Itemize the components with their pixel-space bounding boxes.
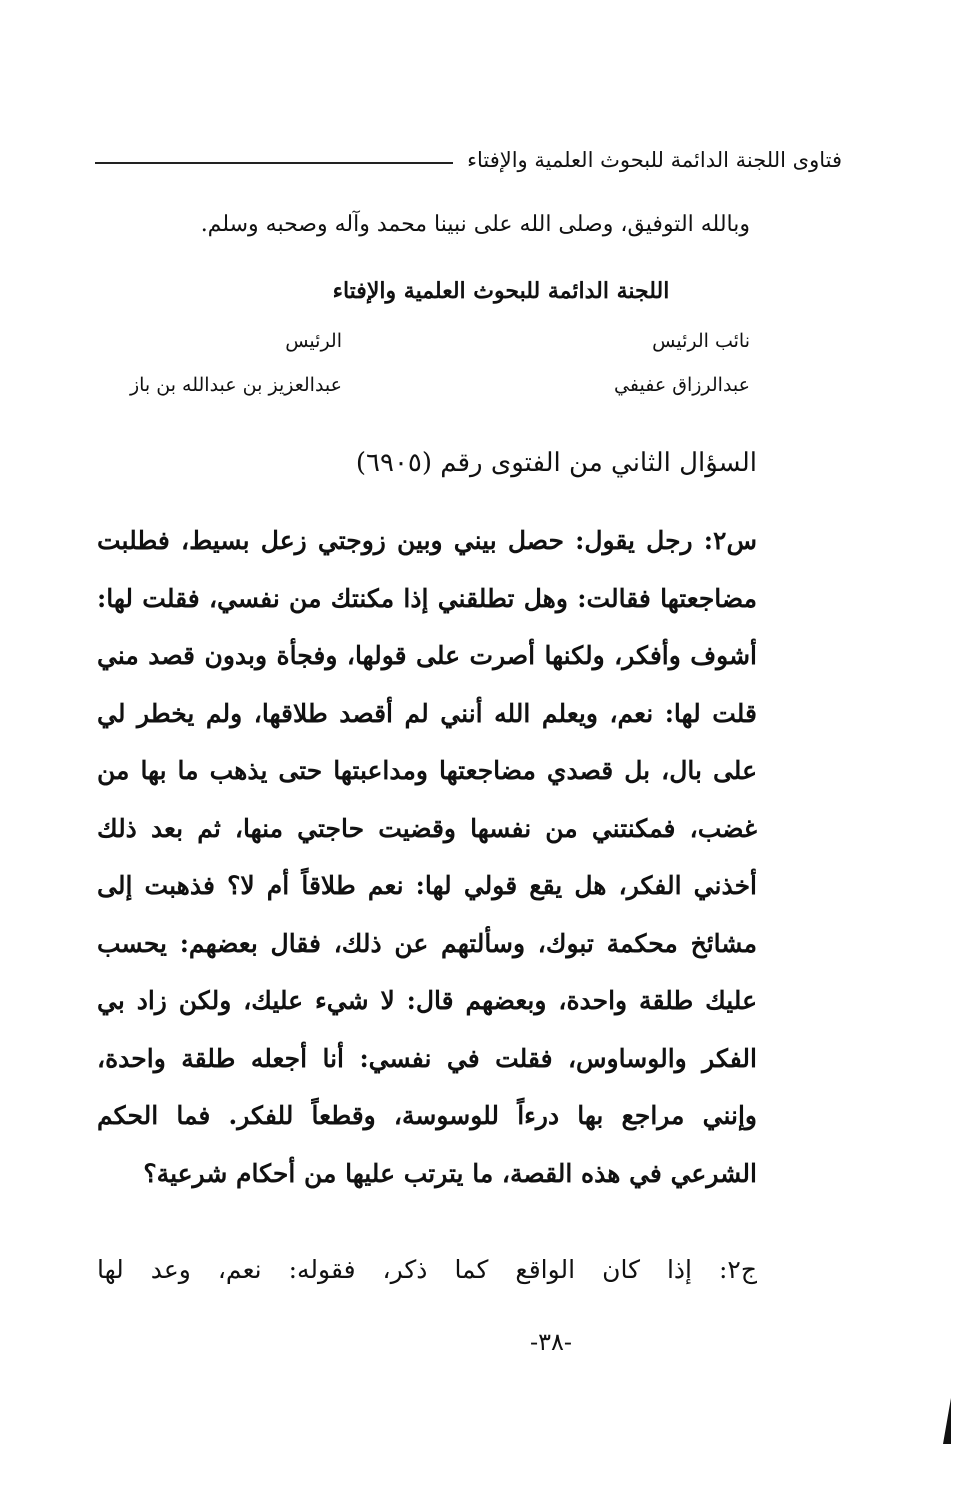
question-text: س٢: رجل يقول: حصل بيني وبين زوجتي زعل بسيط، فطلبت مضاجعتها فقالت: وهل تطلقني إذا مكنتك من نفسي، فقلت لها: أشوف وأفكر، ولكنها أصرت على قولها، وفجأة وبدون قصد مني قلت لها: نعم، ويعلم الله أنني لم أقصد طلاقها، ولم يخطر لي على بال، بل قصدي مضاجعتها ومداعبتها حتى يذهب ما بها من غضب، فمكنتني من نفسها وقضيت حاجتي منها، ثم بعد ذلك أخذني الفكر، هل يقع قولي لها: نعم طلاقاً أم لا؟ فذهبت إلى مشائخ محكمة تبوك، وسألتهم عن ذلك، فقال بعضهم: يحسب عليك طلقة واحدة، وبعضهم قال: لا شيء عليك، ولكن زاد بي الفكر والوساوس، فقلت في نفسي: أنا أجعله طلقة واحدة، وإنني مراجع بها درءاً للوسوسة، وقطعاً للفكر. فما الحكم الشرعي في هذه القصة، ما يترتب عليها من أحكام شرعية؟	[97, 526, 757, 1188]
question-heading: السؤال الثاني من الفتوى رقم (٦٩٠٥)	[355, 448, 757, 478]
committee-name: اللجنة الدائمة للبحوث العلمية والإفتاء	[332, 278, 670, 304]
signature-president	[130, 330, 342, 396]
running-header	[95, 140, 842, 180]
answer-text: ج٢: إذا كان الواقع كما ذكر، فقوله: نعم، وعد لها	[97, 1255, 757, 1284]
scan-corner-mark	[943, 1398, 951, 1444]
header-title: فتاوى اللجنة الدائمة للبحوث العلمية والإفتاء	[467, 148, 842, 172]
signature-role: نائب الرئيس	[652, 330, 750, 352]
page-number: -٣٨-	[530, 1328, 572, 1356]
signature-name: عبدالعزيز بن عبدالله بن باز	[129, 374, 342, 396]
signature-role: الرئيس	[285, 330, 342, 352]
closing-line: وبالله التوفيق، وصلى الله على نبينا محمد وآله وصحبه وسلم.	[200, 212, 750, 237]
signature-name: عبدالرزاق عفيفي	[614, 374, 750, 396]
header-rule	[95, 162, 453, 164]
signature-vice-president	[614, 330, 750, 396]
